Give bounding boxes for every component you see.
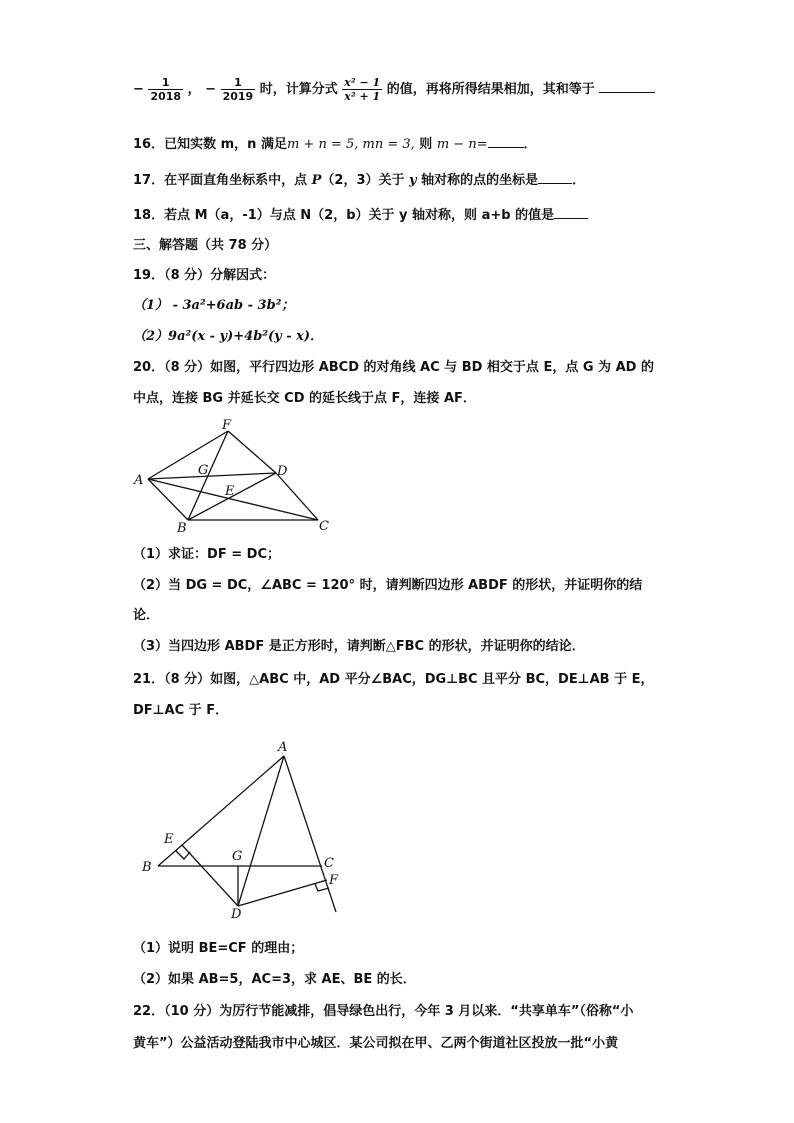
question-15-continued: − $\frac{1}{2018}$ ， − $\frac{1}{2019}$ 时，计算分式 $\frac{\text{x² − 1}}{\text{x² + 1}}$ 的值，再将所得结果相加，其和等于: [133, 76, 655, 103]
label-B: B: [142, 860, 152, 875]
label-D: D: [277, 464, 288, 479]
label-G: G: [198, 463, 209, 478]
fraction-expression: $\frac{\text{x² − 1}}{\text{x² + 1}}$: [344, 76, 381, 103]
question-18: 18．若点 M（a，-1）与点 N（2，b）关于 y 轴对称，则 a+b 的值是: [133, 206, 588, 225]
question-21-line-2: DF⊥AC 于 F．: [133, 703, 229, 718]
label-E: E: [225, 484, 235, 499]
question-21-line-1: 21．（8 分）如图，△ABC 中，AD 平分∠BAC，DG⊥BC 且平分 BC，DE⊥AB 于 E，: [133, 672, 654, 687]
question-20-line-2: 中点，连接 BG 并延长交 CD 的延长线于点 F，连接 AF．: [133, 391, 476, 406]
question-17: 17．在平面直角坐标系中，点 P（2，3）关于 y 轴对称的点的坐标是 ．: [133, 173, 586, 188]
question-21-part-2: （2）如果 AB=5，AC=3，求 AE、BE 的长．: [133, 972, 416, 987]
question-20-part-1: （1）求证：DF = DC；: [133, 547, 280, 562]
label-D: D: [231, 907, 242, 922]
question-20-part-2-cont: 论．: [133, 608, 160, 623]
label-B: B: [177, 521, 187, 536]
question-20-line-1: 20．（8 分）如图，平行四边形 ABCD 的对角线 AC 与 BD 相交于点 E，点 G 为 AD 的: [133, 360, 654, 375]
fraction-1-2019: $\frac{1}{2019}$: [222, 76, 254, 103]
question-16: 16．已知实数 m，n 满足m + n = 5, mn = 3, 则 m − n= ．: [133, 137, 537, 152]
label-E: E: [164, 832, 174, 847]
fraction-1-2018: $\frac{1}{2018}$: [150, 76, 182, 103]
question-22-line-1: 22．（10 分）为厉行节能减排，倡导绿色出行，今年 3 月以来．“共享单车”（俗称“小: [133, 1004, 634, 1019]
question-21-part-1: （1）说明 BE=CF 的理由；: [133, 941, 304, 956]
label-F: F: [222, 418, 232, 433]
question-20-part-2: （2）当 DG = DC，∠ABC = 120° 时，请判断四边形 ABDF 的形状，并证明你的结: [133, 578, 643, 593]
question-19: 19．（8 分）分解因式：: [133, 268, 276, 283]
label-C: C: [324, 856, 334, 871]
section-heading: 三、解答题（共 78 分）: [133, 238, 278, 253]
label-F: F: [329, 873, 339, 888]
label-A: A: [134, 473, 144, 488]
label-A: A: [278, 740, 288, 755]
question-19-part-2: （2）9a²(x - y)+4b²(y - x)．: [133, 329, 324, 344]
question-19-part-1: （1） - 3a²+6ab - 3b²；: [133, 298, 295, 313]
label-C: C: [319, 519, 329, 534]
question-20-part-3: （3）当四边形 ABDF 是正方形时，请判断△FBC 的形状，并证明你的结论．: [133, 639, 585, 654]
question-22-line-2: 黄车”）公益活动登陆我市中心城区．某公司拟在甲、乙两个街道社区投放一批“小黄: [133, 1036, 619, 1051]
label-G: G: [232, 849, 243, 864]
